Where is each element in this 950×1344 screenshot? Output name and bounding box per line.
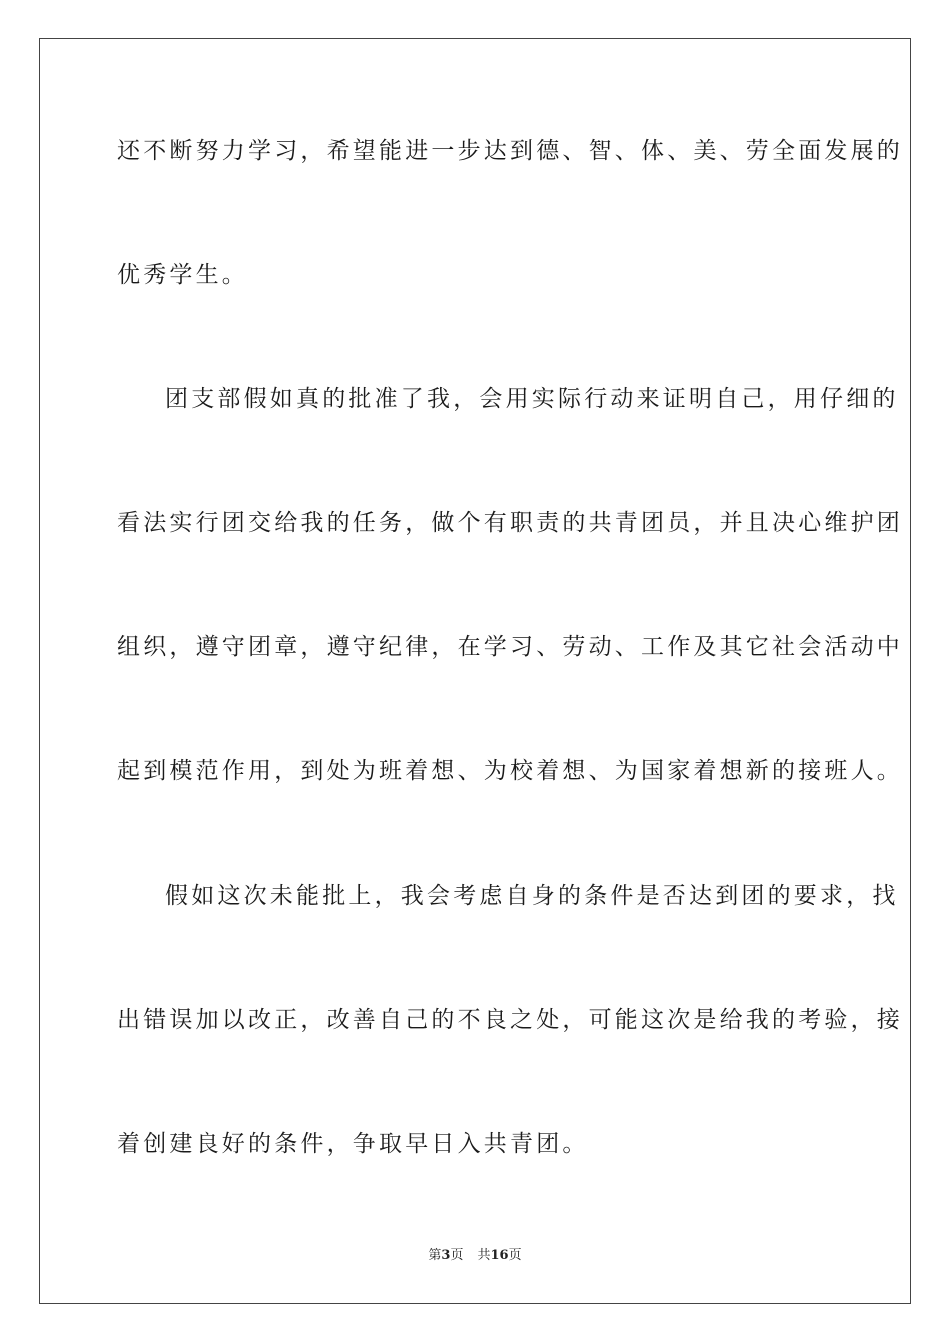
paragraph-3-line-1: 假如这次未能批上，我会考虑自身的条件是否达到团的要求，找 bbox=[165, 883, 899, 909]
paragraph-1-line-1: 还不断努力学习，希望能进一步达到德、智、体、美、劳全面发展的 bbox=[117, 138, 903, 164]
paragraph-2-line-2: 看法实行团交给我的任务，做个有职责的共青团员，并且决心维护团 bbox=[117, 510, 903, 536]
page-frame bbox=[39, 38, 911, 1304]
total-suffix: 页 bbox=[508, 1248, 522, 1263]
page-suffix: 页 bbox=[450, 1248, 464, 1263]
paragraph-1-line-2: 优秀学生。 bbox=[117, 262, 248, 288]
total-prefix: 共 bbox=[477, 1248, 491, 1263]
page-number: 3 bbox=[441, 1248, 451, 1263]
paragraph-2-line-1: 团支部假如真的批准了我，会用实际行动来证明自己，用仔细的 bbox=[165, 386, 899, 412]
paragraph-2-line-3: 组织，遵守团章，遵守纪律，在学习、劳动、工作及其它社会活动中 bbox=[117, 634, 903, 660]
page-prefix: 第 bbox=[428, 1248, 442, 1263]
paragraph-2-line-4: 起到模范作用，到处为班着想、为校着想、为国家着想新的接班人。 bbox=[117, 758, 903, 784]
total-pages: 16 bbox=[490, 1248, 509, 1263]
paragraph-3-line-3: 着创建良好的条件，争取早日入共青团。 bbox=[117, 1131, 589, 1157]
page-footer bbox=[0, 1248, 950, 1264]
paragraph-3-line-2: 出错误加以改正，改善自己的不良之处，可能这次是给我的考验，接 bbox=[117, 1007, 903, 1033]
